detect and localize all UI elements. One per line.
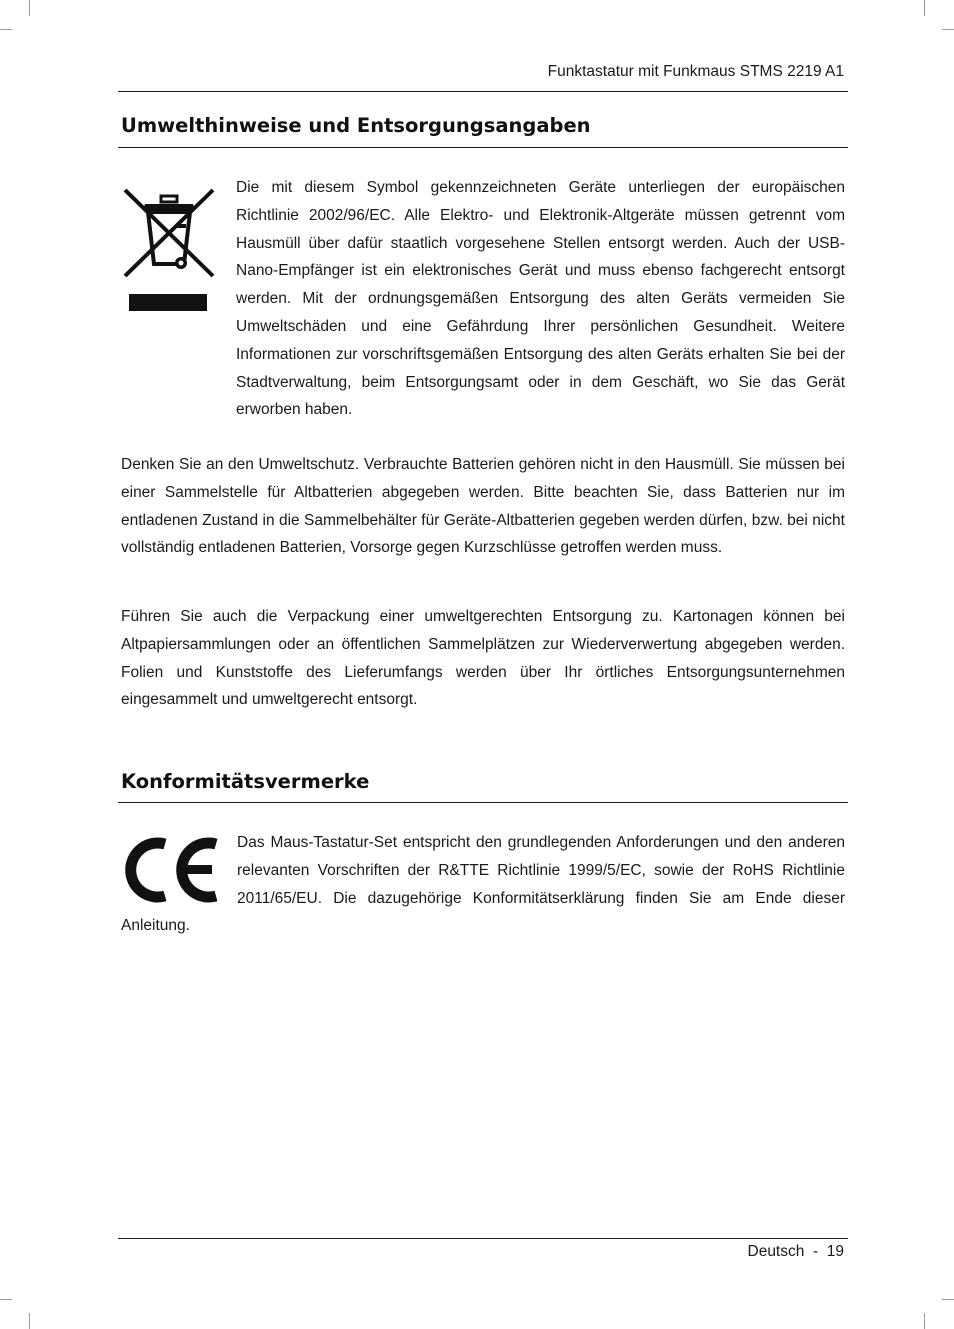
heading-rule — [118, 147, 848, 148]
ce-wrap-spacer — [121, 829, 237, 909]
crop-mark — [29, 1313, 30, 1329]
crop-mark — [29, 0, 30, 16]
conformity-text: Das Maus-Tastatur-Set entspricht den grundlegenden Anforderungen und den anderen relevanten Vorschriften der R&TTE Richtlinie 1999/5/EC, sowie der RoHS Richtlinie 2011/65/EU. Die dazugehörige Konformitätserklärung finden Sie am Ende dieser Anleitung. — [121, 834, 845, 935]
crossed-out-wheelie-bin-icon — [121, 184, 217, 316]
conformity-paragraph — [121, 829, 845, 940]
crop-mark — [924, 1313, 925, 1329]
page-number: Deutsch - 19 — [747, 1243, 844, 1260]
packaging-paragraph: Führen Sie auch die Verpackung einer umweltgerechten Entsorgung zu. Kartonagen können bei Altpapiersammlungen oder an öffentlichen Sammelplätzen zur Wiederverwertung abgegeben werden. Folien und Kunststoffe des Lieferumfangs werden über Ihr örtliches Entsorgungsunternehmen eingesammelt und umweltgerecht entsorgt. — [121, 608, 845, 709]
weee-paragraph: Die mit diesem Symbol gekennzeichneten Geräte unterliegen der europäischen Richtlinie 2002/96/EC. Alle Elektro- und Elektronik-Altgeräte müssen getrennt vom Hausmüll über dafür staatlich vorgesehene Stellen entsorgt werden. Auch der USB-Nano-Empfänger ist ein elektronisches Gerät und muss ebenso fachgerecht entsorgt werden. Mit der ordnungsgemäßen Entsorgung des alten Geräts vermeiden Sie Umweltschäden und eine Gefährdung Ihrer persönlichen Gesundheit. Weitere Informationen zur vorschriftsgemäßen Entsorgung des alten Geräts erhalten Sie bei der Stadtverwaltung, beim Entsorgungsamt oder in dem Geschäft, wo Sie das Gerät erworben haben. — [236, 179, 845, 419]
crop-mark — [942, 1299, 954, 1300]
section-heading-disposal: Umwelthinweise und Entsorgungsangaben — [121, 114, 591, 137]
crop-mark — [924, 0, 925, 16]
battery-paragraph: Denken Sie an den Umweltschutz. Verbrauchte Batterien gehören nicht in den Hausmüll. Sie müssen bei einer Sammelstelle für Altbatterien abgegeben werden. Bitte beachten Sie, dass Batterien nur im entladenen Zustand in die Sammelbehälter für Geräte-Altbatterien gegeben werden dürfen, bzw. bei nicht vollständig entladenen Batterien, Vorsorge gegen Kurzschlüsse getroffen werden muss. — [121, 456, 845, 557]
footer-rule — [118, 1238, 848, 1239]
header-rule — [118, 91, 848, 92]
crop-mark — [942, 29, 954, 30]
crop-mark — [0, 29, 12, 30]
running-header: Funktastatur mit Funkmaus STMS 2219 A1 — [547, 63, 844, 80]
crop-mark — [0, 1299, 12, 1300]
section-heading-conformity: Konformitätsvermerke — [121, 770, 370, 793]
heading-rule — [118, 802, 848, 803]
